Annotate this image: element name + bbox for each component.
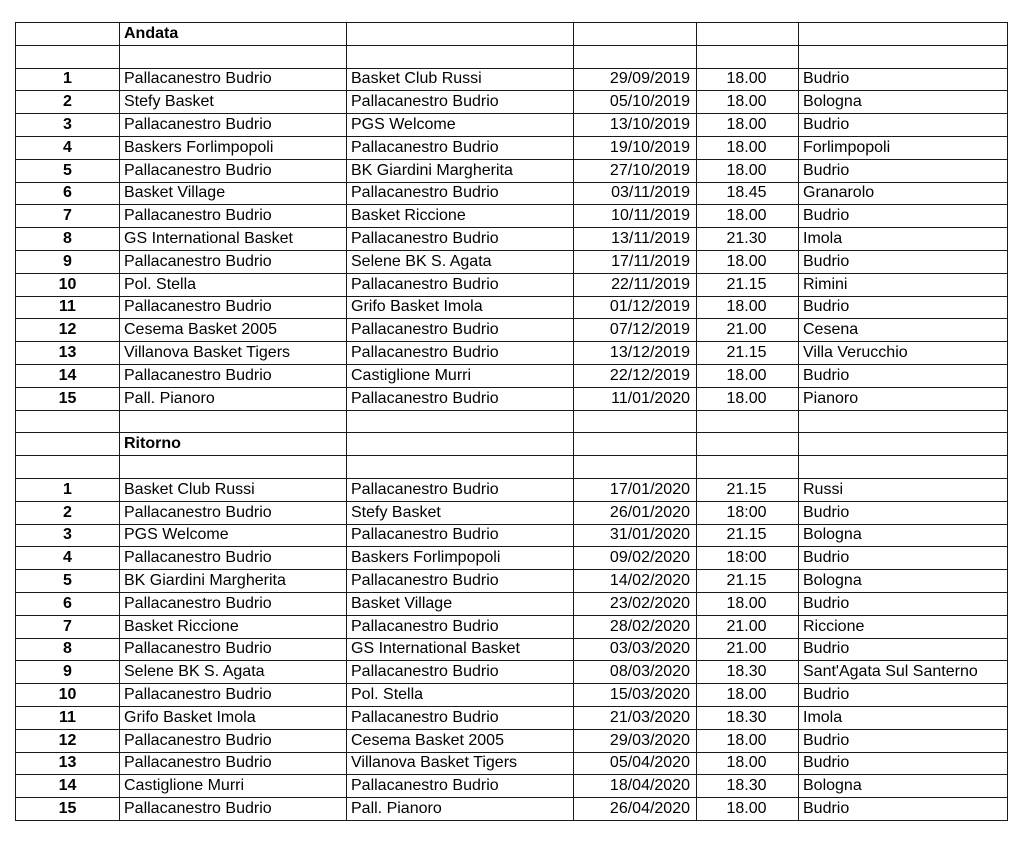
time-cell: 18.00 (697, 159, 799, 182)
table-row (16, 205, 1008, 228)
away-team-cell: Basket Riccione (347, 205, 574, 228)
date-cell: 22/11/2019 (574, 273, 697, 296)
venue-cell: Riccione (799, 615, 1008, 638)
empty-cell (799, 456, 1008, 479)
table-row (16, 684, 1008, 707)
date-cell: 15/03/2020 (574, 684, 697, 707)
time-cell: 18.00 (697, 68, 799, 91)
date-cell: 26/01/2020 (574, 501, 697, 524)
time-cell: 18.30 (697, 706, 799, 729)
time-cell: 18.45 (697, 182, 799, 205)
table-row (16, 273, 1008, 296)
venue-cell: Villa Verucchio (799, 342, 1008, 365)
match-number-cell: 15 (16, 387, 120, 410)
time-cell: 21.30 (697, 228, 799, 251)
match-number-cell: 9 (16, 250, 120, 273)
home-team-cell: Pallacanestro Budrio (120, 364, 347, 387)
match-number-cell: 13 (16, 342, 120, 365)
venue-cell: Bologna (799, 570, 1008, 593)
table-row (16, 478, 1008, 501)
table-row (16, 661, 1008, 684)
home-team-cell: Baskers Forlimpopoli (120, 136, 347, 159)
date-cell: 28/02/2020 (574, 615, 697, 638)
time-cell: 21.15 (697, 570, 799, 593)
empty-cell (120, 45, 347, 68)
match-number-cell: 12 (16, 729, 120, 752)
table-row (16, 752, 1008, 775)
spacer-row (16, 456, 1008, 479)
date-cell: 01/12/2019 (574, 296, 697, 319)
venue-cell: Forlimpopoli (799, 136, 1008, 159)
away-team-cell: Pallacanestro Budrio (347, 319, 574, 342)
away-team-cell: Pallacanestro Budrio (347, 342, 574, 365)
match-number-cell: 14 (16, 364, 120, 387)
time-cell: 18.00 (697, 250, 799, 273)
date-cell: 11/01/2020 (574, 387, 697, 410)
table-row (16, 136, 1008, 159)
empty-cell (347, 456, 574, 479)
time-cell: 18.00 (697, 684, 799, 707)
home-team-cell: Pallacanestro Budrio (120, 752, 347, 775)
table-row (16, 570, 1008, 593)
time-cell: 18.00 (697, 114, 799, 137)
away-team-cell: Pallacanestro Budrio (347, 570, 574, 593)
date-cell: 31/01/2020 (574, 524, 697, 547)
away-team-cell: Pallacanestro Budrio (347, 478, 574, 501)
table-row (16, 592, 1008, 615)
date-cell: 29/09/2019 (574, 68, 697, 91)
home-team-cell: Pallacanestro Budrio (120, 684, 347, 707)
venue-cell: Sant'Agata Sul Santerno (799, 661, 1008, 684)
time-cell: 18.00 (697, 387, 799, 410)
match-number-cell: 7 (16, 615, 120, 638)
match-number-cell: 2 (16, 501, 120, 524)
home-team-cell: Pallacanestro Budrio (120, 547, 347, 570)
home-team-cell: Pol. Stella (120, 273, 347, 296)
venue-cell: Bologna (799, 524, 1008, 547)
date-cell: 05/04/2020 (574, 752, 697, 775)
home-team-cell: Pallacanestro Budrio (120, 296, 347, 319)
venue-cell: Budrio (799, 592, 1008, 615)
date-cell: 21/03/2020 (574, 706, 697, 729)
section-title: Andata (120, 23, 347, 46)
match-number-cell: 1 (16, 68, 120, 91)
match-number-cell: 8 (16, 228, 120, 251)
table-row (16, 182, 1008, 205)
away-team-cell: Pall. Pianoro (347, 798, 574, 821)
venue-cell: Budrio (799, 296, 1008, 319)
match-number-cell: 11 (16, 706, 120, 729)
venue-cell: Budrio (799, 798, 1008, 821)
time-cell: 18.30 (697, 661, 799, 684)
venue-cell: Cesena (799, 319, 1008, 342)
venue-cell: Budrio (799, 752, 1008, 775)
match-number-cell: 3 (16, 524, 120, 547)
away-team-cell: Basket Club Russi (347, 68, 574, 91)
table-row (16, 524, 1008, 547)
empty-cell (347, 23, 574, 46)
empty-cell (16, 410, 120, 433)
table-row (16, 364, 1008, 387)
venue-cell: Bologna (799, 775, 1008, 798)
time-cell: 18.00 (697, 729, 799, 752)
spacer-row (16, 410, 1008, 433)
time-cell: 21.15 (697, 342, 799, 365)
date-cell: 10/11/2019 (574, 205, 697, 228)
match-number-cell: 7 (16, 205, 120, 228)
time-cell: 21.00 (697, 615, 799, 638)
time-cell: 18.00 (697, 205, 799, 228)
empty-cell (574, 433, 697, 456)
venue-cell: Bologna (799, 91, 1008, 114)
away-team-cell: Pallacanestro Budrio (347, 273, 574, 296)
away-team-cell: Grifo Basket Imola (347, 296, 574, 319)
time-cell: 18:00 (697, 547, 799, 570)
home-team-cell: Basket Club Russi (120, 478, 347, 501)
date-cell: 22/12/2019 (574, 364, 697, 387)
empty-cell (16, 433, 120, 456)
table-row (16, 729, 1008, 752)
away-team-cell: Villanova Basket Tigers (347, 752, 574, 775)
away-team-cell: Pallacanestro Budrio (347, 661, 574, 684)
away-team-cell: Selene BK S. Agata (347, 250, 574, 273)
away-team-cell: Pallacanestro Budrio (347, 136, 574, 159)
home-team-cell: Selene BK S. Agata (120, 661, 347, 684)
away-team-cell: Basket Village (347, 592, 574, 615)
schedule-body (16, 23, 1008, 821)
away-team-cell: Pallacanestro Budrio (347, 182, 574, 205)
away-team-cell: Pallacanestro Budrio (347, 706, 574, 729)
empty-cell (574, 45, 697, 68)
venue-cell: Pianoro (799, 387, 1008, 410)
match-number-cell: 14 (16, 775, 120, 798)
time-cell: 21.15 (697, 273, 799, 296)
away-team-cell: PGS Welcome (347, 114, 574, 137)
table-row (16, 319, 1008, 342)
date-cell: 17/11/2019 (574, 250, 697, 273)
empty-cell (697, 456, 799, 479)
schedule-table (15, 22, 1008, 821)
away-team-cell: Pallacanestro Budrio (347, 228, 574, 251)
table-row (16, 798, 1008, 821)
time-cell: 18.00 (697, 592, 799, 615)
date-cell: 29/03/2020 (574, 729, 697, 752)
time-cell: 18.00 (697, 798, 799, 821)
venue-cell: Budrio (799, 638, 1008, 661)
section-title: Ritorno (120, 433, 347, 456)
away-team-cell: Baskers Forlimpopoli (347, 547, 574, 570)
home-team-cell: Castiglione Murri (120, 775, 347, 798)
date-cell: 23/02/2020 (574, 592, 697, 615)
empty-cell (16, 45, 120, 68)
date-cell: 19/10/2019 (574, 136, 697, 159)
time-cell: 18.00 (697, 364, 799, 387)
time-cell: 18:00 (697, 501, 799, 524)
table-row (16, 501, 1008, 524)
match-number-cell: 6 (16, 592, 120, 615)
empty-cell (799, 410, 1008, 433)
away-team-cell: Pallacanestro Budrio (347, 775, 574, 798)
section-header-row (16, 23, 1008, 46)
home-team-cell: Pallacanestro Budrio (120, 205, 347, 228)
date-cell: 03/11/2019 (574, 182, 697, 205)
home-team-cell: Pallacanestro Budrio (120, 159, 347, 182)
empty-cell (16, 23, 120, 46)
date-cell: 17/01/2020 (574, 478, 697, 501)
empty-cell (120, 456, 347, 479)
venue-cell: Budrio (799, 501, 1008, 524)
home-team-cell: PGS Welcome (120, 524, 347, 547)
home-team-cell: Grifo Basket Imola (120, 706, 347, 729)
away-team-cell: Pallacanestro Budrio (347, 524, 574, 547)
empty-cell (347, 45, 574, 68)
empty-cell (697, 45, 799, 68)
venue-cell: Budrio (799, 364, 1008, 387)
time-cell: 18.00 (697, 136, 799, 159)
home-team-cell: Pallacanestro Budrio (120, 250, 347, 273)
venue-cell: Russi (799, 478, 1008, 501)
table-row (16, 615, 1008, 638)
match-number-cell: 9 (16, 661, 120, 684)
date-cell: 03/03/2020 (574, 638, 697, 661)
table-row (16, 114, 1008, 137)
date-cell: 14/02/2020 (574, 570, 697, 593)
table-row (16, 342, 1008, 365)
time-cell: 18.00 (697, 91, 799, 114)
date-cell: 18/04/2020 (574, 775, 697, 798)
empty-cell (799, 433, 1008, 456)
empty-cell (799, 45, 1008, 68)
table-row (16, 296, 1008, 319)
match-number-cell: 1 (16, 478, 120, 501)
home-team-cell: BK Giardini Margherita (120, 570, 347, 593)
home-team-cell: Pallacanestro Budrio (120, 501, 347, 524)
empty-cell (16, 456, 120, 479)
match-number-cell: 6 (16, 182, 120, 205)
away-team-cell: Stefy Basket (347, 501, 574, 524)
date-cell: 26/04/2020 (574, 798, 697, 821)
venue-cell: Budrio (799, 114, 1008, 137)
match-number-cell: 4 (16, 136, 120, 159)
away-team-cell: GS International Basket (347, 638, 574, 661)
empty-cell (799, 23, 1008, 46)
away-team-cell: Pallacanestro Budrio (347, 615, 574, 638)
date-cell: 13/11/2019 (574, 228, 697, 251)
venue-cell: Budrio (799, 205, 1008, 228)
date-cell: 27/10/2019 (574, 159, 697, 182)
match-number-cell: 3 (16, 114, 120, 137)
time-cell: 21.15 (697, 478, 799, 501)
table-row (16, 68, 1008, 91)
time-cell: 18.00 (697, 752, 799, 775)
venue-cell: Rimini (799, 273, 1008, 296)
time-cell: 18.00 (697, 296, 799, 319)
match-number-cell: 2 (16, 91, 120, 114)
spacer-row (16, 45, 1008, 68)
table-row (16, 706, 1008, 729)
away-team-cell: Cesema Basket 2005 (347, 729, 574, 752)
time-cell: 21.15 (697, 524, 799, 547)
away-team-cell: Pallacanestro Budrio (347, 387, 574, 410)
away-team-cell: Pallacanestro Budrio (347, 91, 574, 114)
table-row (16, 91, 1008, 114)
table-row (16, 775, 1008, 798)
venue-cell: Budrio (799, 547, 1008, 570)
home-team-cell: Pallacanestro Budrio (120, 68, 347, 91)
table-row (16, 159, 1008, 182)
empty-cell (697, 23, 799, 46)
home-team-cell: Pallacanestro Budrio (120, 592, 347, 615)
table-row (16, 250, 1008, 273)
empty-cell (697, 410, 799, 433)
home-team-cell: Pallacanestro Budrio (120, 114, 347, 137)
match-number-cell: 15 (16, 798, 120, 821)
table-row (16, 387, 1008, 410)
date-cell: 08/03/2020 (574, 661, 697, 684)
empty-cell (574, 23, 697, 46)
away-team-cell: Pol. Stella (347, 684, 574, 707)
home-team-cell: Basket Village (120, 182, 347, 205)
empty-cell (347, 410, 574, 433)
match-number-cell: 13 (16, 752, 120, 775)
time-cell: 21.00 (697, 319, 799, 342)
match-number-cell: 11 (16, 296, 120, 319)
date-cell: 13/12/2019 (574, 342, 697, 365)
home-team-cell: Pallacanestro Budrio (120, 729, 347, 752)
date-cell: 05/10/2019 (574, 91, 697, 114)
empty-cell (697, 433, 799, 456)
home-team-cell: Basket Riccione (120, 615, 347, 638)
time-cell: 21.00 (697, 638, 799, 661)
match-number-cell: 5 (16, 159, 120, 182)
match-number-cell: 8 (16, 638, 120, 661)
home-team-cell: Villanova Basket Tigers (120, 342, 347, 365)
match-number-cell: 10 (16, 684, 120, 707)
empty-cell (574, 410, 697, 433)
home-team-cell: Pallacanestro Budrio (120, 798, 347, 821)
time-cell: 18.30 (697, 775, 799, 798)
away-team-cell: Castiglione Murri (347, 364, 574, 387)
date-cell: 09/02/2020 (574, 547, 697, 570)
match-number-cell: 5 (16, 570, 120, 593)
away-team-cell: BK Giardini Margherita (347, 159, 574, 182)
home-team-cell: GS International Basket (120, 228, 347, 251)
venue-cell: Budrio (799, 250, 1008, 273)
section-header-row (16, 433, 1008, 456)
home-team-cell: Pallacanestro Budrio (120, 638, 347, 661)
table-row (16, 638, 1008, 661)
venue-cell: Imola (799, 706, 1008, 729)
date-cell: 13/10/2019 (574, 114, 697, 137)
table-row (16, 547, 1008, 570)
match-number-cell: 4 (16, 547, 120, 570)
home-team-cell: Pall. Pianoro (120, 387, 347, 410)
empty-cell (120, 410, 347, 433)
venue-cell: Budrio (799, 68, 1008, 91)
table-row (16, 228, 1008, 251)
home-team-cell: Cesema Basket 2005 (120, 319, 347, 342)
empty-cell (347, 433, 574, 456)
venue-cell: Budrio (799, 729, 1008, 752)
date-cell: 07/12/2019 (574, 319, 697, 342)
empty-cell (574, 456, 697, 479)
venue-cell: Budrio (799, 684, 1008, 707)
match-number-cell: 12 (16, 319, 120, 342)
home-team-cell: Stefy Basket (120, 91, 347, 114)
venue-cell: Imola (799, 228, 1008, 251)
venue-cell: Budrio (799, 159, 1008, 182)
match-number-cell: 10 (16, 273, 120, 296)
venue-cell: Granarolo (799, 182, 1008, 205)
